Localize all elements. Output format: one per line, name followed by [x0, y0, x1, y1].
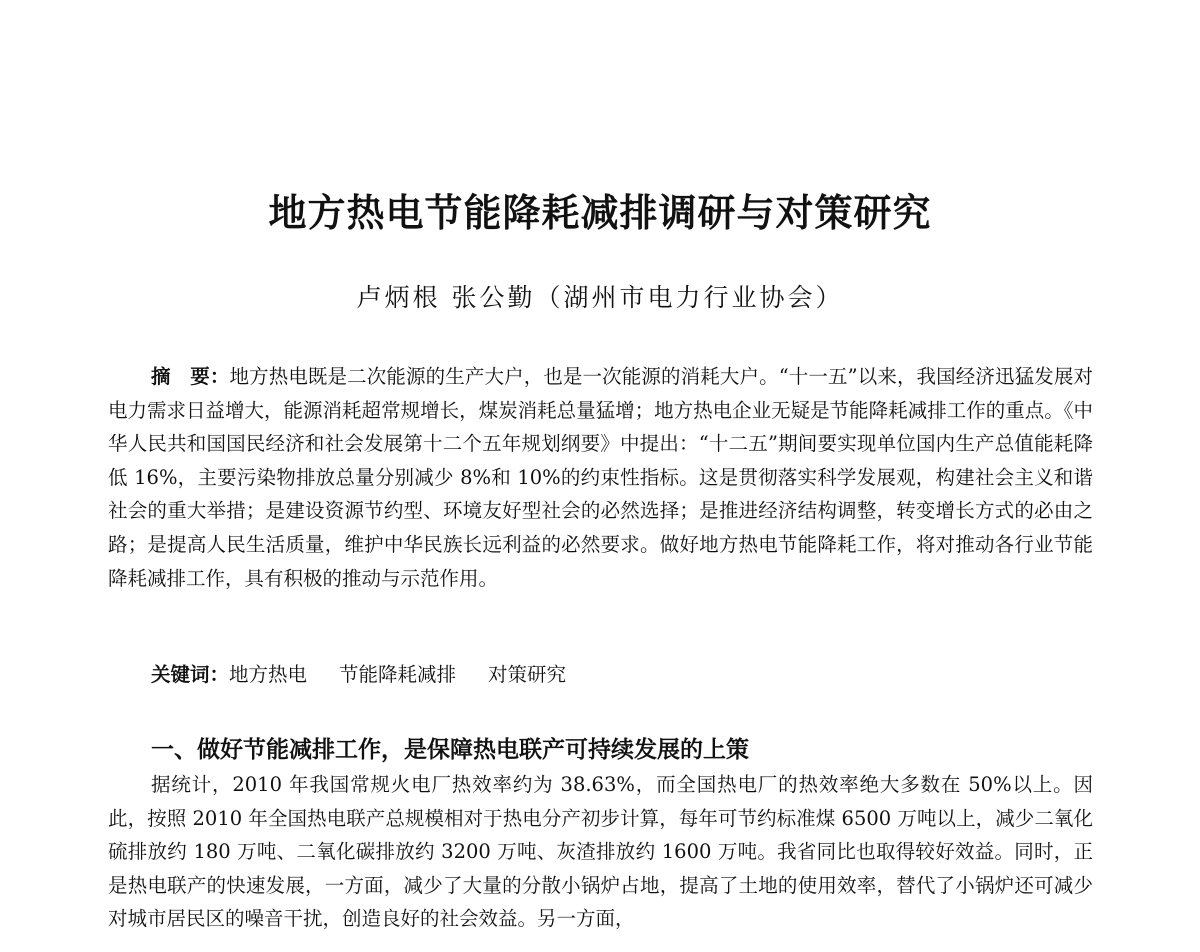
section-body-paragraph: 据统计，2010 年我国常规火电厂热效率约为 38.63%，而全国热电厂的热效率绝大多数在 50%以上。因此，按照 2010 年全国热电联产总规模相对于热电分产初步计算，每年可节约标准煤 6500 万吨以上，减少二氧化硫排放约 180 万吨、二氧化碳排放约 3200 万吨、灰渣排放约 1600 万吨。我省同比也取得较好效益。同时，正是热电联产的快速发展，一方面，减少了大量的分散小锅炉占地，提高了土地的使用效率，替代了小锅炉还可减少对城市居民区的噪音干扰，创造良好的社会效益。另一方面， — [108, 773, 1093, 931]
paper-title: 地方热电节能降耗减排调研与对策研究 — [268, 190, 932, 235]
keywords-label: 关键词： — [151, 663, 230, 686]
abstract-paragraph — [108, 360, 1093, 595]
paper-authors: 卢炳根 张公勤（湖州市电力行业协会） — [356, 283, 844, 312]
keywords-line — [151, 658, 1051, 692]
abstract-text: 地方热电既是二次能源的生产大户，也是一次能源的消耗大户。“十一五”以来，我国经济迅猛发展对电力需求日益增大，能源消耗超常规增长，煤炭消耗总量猛增；地方热电企业无疑是节能降耗减排工作的重点。《中华人民共和国国民经济和社会发展第十二个五年规划纲要》中提出：“十二五”期间要实现单位国内生产总值能耗降低 16%，主要污染物排放总量分别减少 8%和 10%的约束性指标。这是贯彻落实科学发展观，构建社会主义和谐社会的重大举措；是建设资源节约型、环境友好型社会的必然选择；是推进经济结构调整，转变增长方式的必由之路；是提高人民生活质量，维护中华民族长远利益的必然要求。做好地方热电节能降耗工作，将对推动各行业节能降耗减排工作，具有积极的推动与示范作用。 — [108, 365, 1093, 590]
section-heading: 一、做好节能减排工作，是保障热电联产可持续发展的上策 — [151, 737, 749, 763]
keyword-item: 对策研究 — [488, 663, 567, 686]
abstract-label: 摘 要： — [151, 365, 230, 388]
keyword-item: 地方热电 — [229, 663, 308, 686]
keyword-item: 节能降耗减排 — [339, 663, 457, 686]
